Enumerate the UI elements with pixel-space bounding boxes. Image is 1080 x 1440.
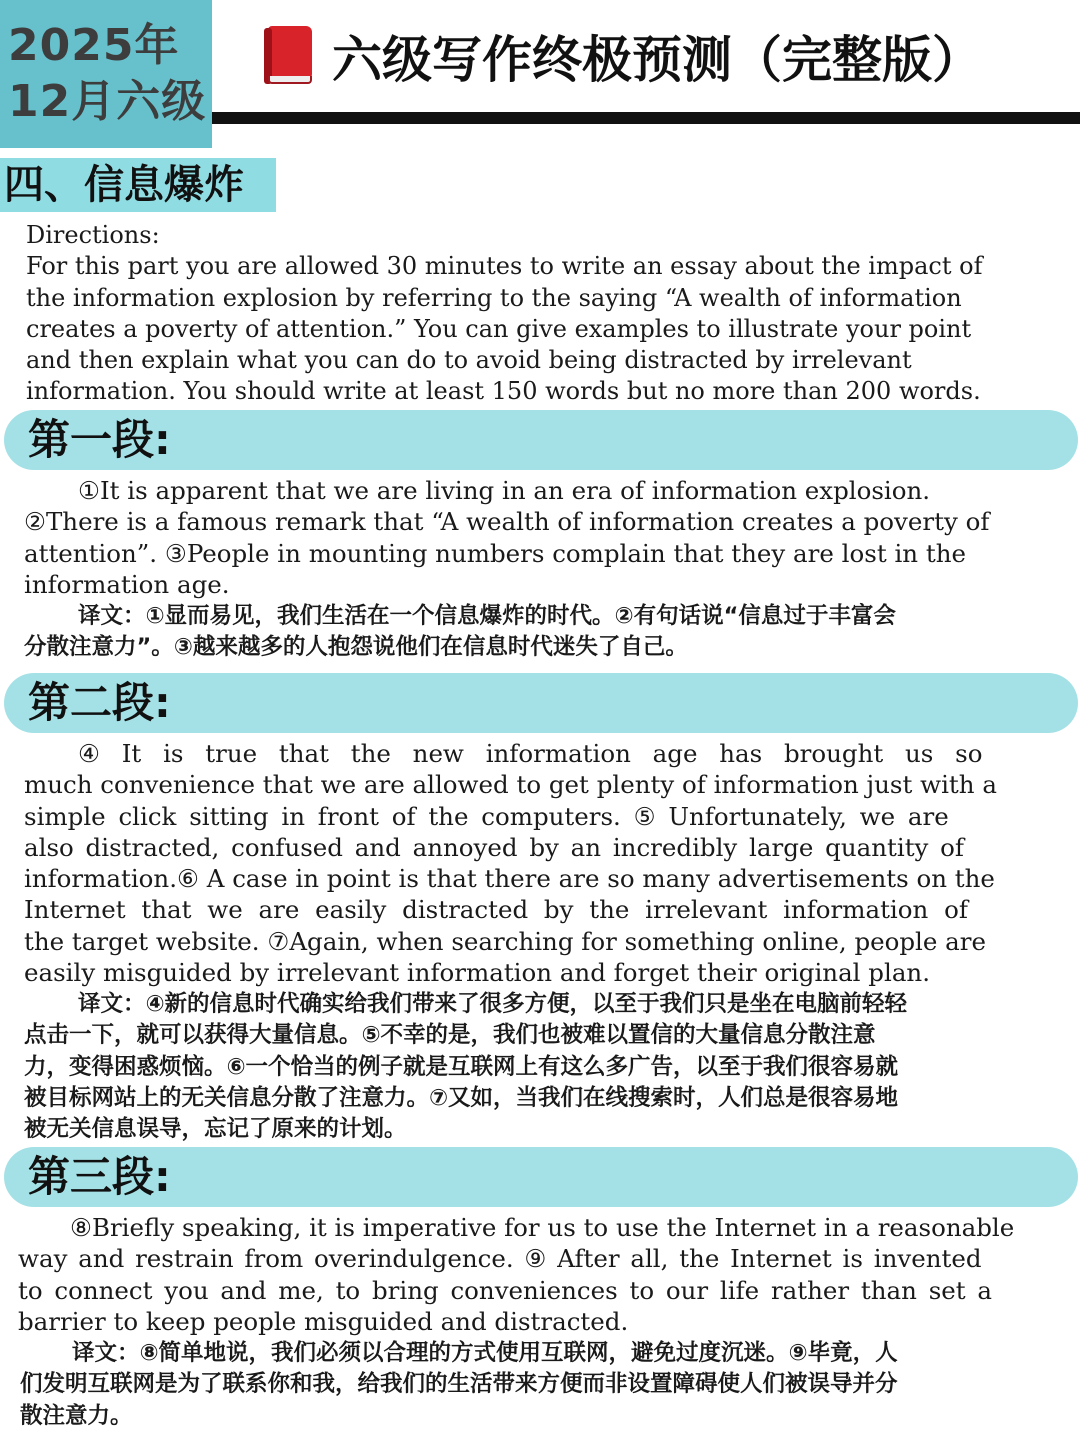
- directions-line: creates a poverty of attention.” You can give examples to illustrate your point: [26, 314, 972, 343]
- translation-line: 分散注意力”。③越来越多的人抱怨说他们在信息时代迷失了自己。: [24, 634, 688, 661]
- directions-line: information. You should write at least 150 words but no more than 200 words.: [26, 377, 981, 406]
- english-line: ⑧Briefly speaking, it is imperative for us to use the Internet in a reasonable: [70, 1213, 1015, 1242]
- translation-line: 译文：④新的信息时代确实给我们带来了很多方便，以至于我们只是坐在电脑前轻轻: [78, 991, 908, 1017]
- paragraph-1-translation: [24, 601, 1056, 664]
- date-line-year: 2025年: [8, 20, 180, 71]
- english-line: easily misguided by irrelevant information and forget their original plan.: [24, 958, 930, 988]
- translation-line: 们发明互联网是为了联系你和我，给我们的生活带来方便而非设置障碍使人们被误导并分: [20, 1371, 898, 1398]
- directions-label: Directions:: [26, 221, 160, 249]
- directions-line: and then explain what you can do to avoid being distracted by irrelevant: [26, 346, 912, 375]
- english-line: ④ It is true that the new information age has brought us so: [78, 739, 983, 768]
- page-title: 六级写作终极预测（完整版）: [332, 31, 982, 89]
- red-book-icon: [262, 26, 314, 86]
- english-line: ①It is apparent that we are living in an era of information explosion.: [78, 476, 931, 505]
- english-line: information age.: [24, 569, 230, 599]
- paragraph-1-english: [24, 475, 1056, 600]
- paragraph-3-heading: 第三段:: [4, 1147, 1078, 1207]
- translation-line: 被目标网站上的无关信息分散了注意力。⑦又如，当我们在线搜索时，人们总是很容易地: [24, 1084, 899, 1111]
- english-line: the target website. ⑦Again, when searching for something online, people are: [24, 926, 986, 956]
- english-line: information.⑥ A case in point is that there are so many advertisements on the: [24, 864, 995, 894]
- paragraph-3-english: [18, 1212, 1050, 1337]
- paragraph-2-translation: [24, 989, 1056, 1145]
- date-badge: [0, 0, 212, 148]
- translation-line: 译文：①显而易见，我们生活在一个信息爆炸的时代。②有句话说“信息过于丰富会: [78, 603, 896, 629]
- english-line: simple click sitting in front of the computers. ⑤ Unfortunately, we are: [24, 801, 949, 831]
- directions-block: [26, 220, 1062, 408]
- paragraph-2-heading: 第二段:: [4, 673, 1078, 733]
- directions-line: the information explosion by referring to the saying “A wealth of information: [26, 283, 962, 312]
- paragraph-1-heading: 第一段:: [4, 410, 1078, 470]
- title-bar: [262, 12, 982, 100]
- title-divider: [212, 112, 1080, 124]
- english-line: barrier to keep people misguided and distracted.: [18, 1306, 629, 1336]
- english-line: attention”. ③People in mounting numbers complain that they are lost in the: [24, 538, 966, 568]
- english-line: to connect you and me, to bring conveniences to our life rather than set a: [18, 1275, 993, 1305]
- translation-line: 被无关信息误导，忘记了原来的计划。: [24, 1116, 407, 1143]
- english-line: also distracted, confused and annoyed by an incredibly large quantity of: [24, 832, 965, 862]
- english-line: much convenience that we are allowed to get plenty of information just with a: [24, 770, 997, 800]
- english-line: way and restrain from overindulgence. ⑨ After all, the Internet is invented: [18, 1244, 982, 1274]
- paragraph-3-translation: [20, 1338, 1052, 1432]
- translation-line: 散注意力。: [20, 1402, 133, 1429]
- paragraph-2-english: [24, 738, 1056, 988]
- date-line-exam: 12月六级: [8, 76, 207, 127]
- section-title: 四、信息爆炸: [0, 158, 276, 212]
- directions-line: For this part you are allowed 30 minutes to write an essay about the impact of: [26, 252, 983, 281]
- english-line: Internet that we are easily distracted by the irrelevant information of: [24, 895, 968, 925]
- translation-line: 译文：⑧简单地说，我们必须以合理的方式使用互联网，避免过度沉迷。⑨毕竟，人: [72, 1340, 898, 1366]
- translation-line: 点击一下，就可以获得大量信息。⑤不幸的是，我们也被难以置信的大量信息分散注意: [24, 1022, 876, 1049]
- translation-line: 力，变得困惑烦恼。⑥一个恰当的例子就是互联网上有这么多广告，以至于我们很容易就: [24, 1053, 899, 1080]
- english-line: ②There is a famous remark that “A wealth of information creates a poverty of: [24, 507, 990, 537]
